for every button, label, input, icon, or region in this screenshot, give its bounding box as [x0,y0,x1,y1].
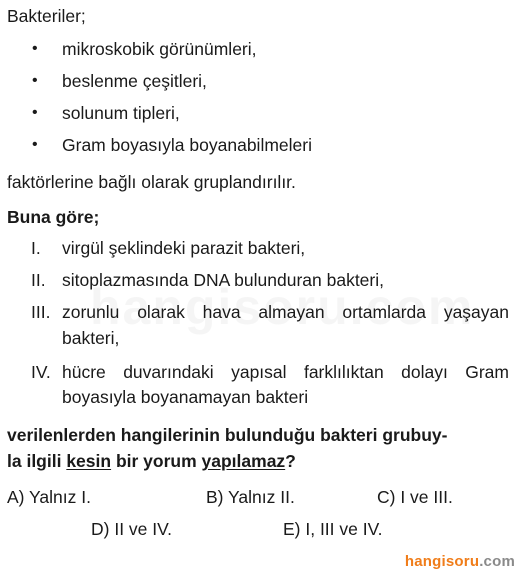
question-line-2 [7,451,296,472]
emphasis-kesin: kesin [66,451,112,471]
item-numeral: III. [31,302,51,322]
option-a[interactable]: A) Yalnız I. [7,487,91,507]
buna-gore-heading: Buna göre; [7,207,100,227]
item-numeral: IV. [31,362,51,382]
item-text: sitoplazmasında DNA bulunduran bakteri, [62,270,384,290]
item-line: hücre duvarındaki yapısal farklılıktan dolayı Gram [62,362,509,382]
after-bullets-text: faktörlerine bağlı olarak gruplandırılır. [7,172,296,192]
option-c[interactable]: C) I ve III. [377,487,453,507]
bullet-item: beslenme çeşitleri, [62,71,207,91]
item-numeral: II. [31,270,46,290]
bullet-item: Gram boyasıyla boyanabilmeleri [62,135,312,155]
item-line: bakteri, [62,328,120,348]
bullet-item: mikroskobik görünümleri, [62,39,257,59]
bullet-icon: • [32,40,38,57]
option-e[interactable]: E) I, III ve IV. [283,519,383,539]
item-text [62,362,509,383]
brand-logo [405,553,515,570]
question-fragment: bir yorum [111,451,202,471]
option-d[interactable]: D) II ve IV. [91,519,173,539]
bullet-icon: • [32,104,38,121]
emphasis-yapilamaz: yapılamaz [201,451,286,471]
option-b[interactable]: B) Yalnız II. [206,487,295,507]
item-text: virgül şeklindeki parazit bakteri, [62,238,306,258]
bullet-icon: • [32,136,38,153]
intro-text: Bakteriler; [7,6,86,26]
bullet-item: solunum tipleri, [62,103,180,123]
brand-tld: .com [479,553,515,570]
brand-main: hangisoru [404,553,480,570]
question-fragment: ? [285,451,296,471]
question-fragment: la ilgili [7,451,67,471]
item-numeral: I. [31,238,41,258]
question-line-1: verilenlerden hangilerinin bulunduğu bakteri grubuy- [7,425,448,445]
item-text [62,302,509,323]
bullet-icon: • [32,72,38,89]
item-line: zorunlu olarak hava almayan ortamlarda yaşayan [62,302,509,322]
item-line: boyasıyla boyanamayan bakteri [62,387,309,407]
